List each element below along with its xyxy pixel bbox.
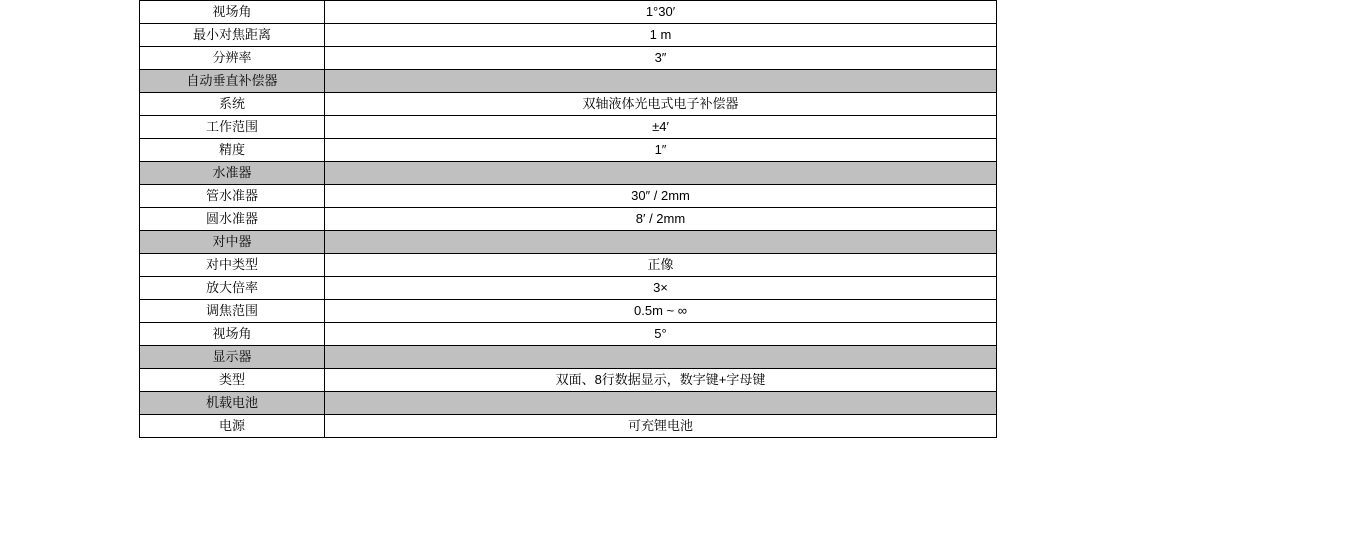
table-section-row — [140, 346, 997, 369]
table-row — [140, 47, 997, 70]
row-value: 8′ / 2mm — [325, 208, 997, 231]
row-label: 圆水准器 — [140, 208, 325, 231]
specification-table-body — [140, 1, 997, 438]
row-value: ±4′ — [325, 116, 997, 139]
table-row — [140, 277, 997, 300]
row-value: 1 m — [325, 24, 997, 47]
row-value: 5° — [325, 323, 997, 346]
row-value: 0.5m ~ ∞ — [325, 300, 997, 323]
row-value: 双轴液体光电式电子补偿器 — [325, 93, 997, 116]
table-section-row — [140, 70, 997, 93]
table-row — [140, 254, 997, 277]
table-section-row — [140, 392, 997, 415]
row-label: 对中类型 — [140, 254, 325, 277]
row-label: 电源 — [140, 415, 325, 438]
row-label: 工作范围 — [140, 116, 325, 139]
section-label: 对中器 — [140, 231, 325, 254]
table-row — [140, 24, 997, 47]
table-row — [140, 185, 997, 208]
row-value: 1″ — [325, 139, 997, 162]
table-row — [140, 208, 997, 231]
table-row — [140, 369, 997, 392]
table-section-row — [140, 231, 997, 254]
specification-table-container — [139, 0, 996, 438]
row-value: 双面、8行数据显示，数字键+字母键 — [325, 369, 997, 392]
section-label: 显示器 — [140, 346, 325, 369]
table-row — [140, 116, 997, 139]
row-label: 视场角 — [140, 1, 325, 24]
section-filler — [325, 162, 997, 185]
row-label: 调焦范围 — [140, 300, 325, 323]
table-row — [140, 415, 997, 438]
table-row — [140, 300, 997, 323]
section-filler — [325, 231, 997, 254]
specification-table — [139, 0, 997, 438]
section-filler — [325, 346, 997, 369]
row-value: 3× — [325, 277, 997, 300]
row-label: 最小对焦距离 — [140, 24, 325, 47]
row-value: 30″ / 2mm — [325, 185, 997, 208]
section-label: 自动垂直补偿器 — [140, 70, 325, 93]
row-value: 1°30′ — [325, 1, 997, 24]
row-value: 正像 — [325, 254, 997, 277]
row-label: 分辨率 — [140, 47, 325, 70]
section-filler — [325, 70, 997, 93]
table-row — [140, 93, 997, 116]
table-section-row — [140, 162, 997, 185]
row-label: 管水准器 — [140, 185, 325, 208]
row-value: 3″ — [325, 47, 997, 70]
section-label: 机载电池 — [140, 392, 325, 415]
section-label: 水准器 — [140, 162, 325, 185]
row-label: 放大倍率 — [140, 277, 325, 300]
row-label: 类型 — [140, 369, 325, 392]
table-row — [140, 1, 997, 24]
table-row — [140, 323, 997, 346]
row-label: 精度 — [140, 139, 325, 162]
row-value: 可充锂电池 — [325, 415, 997, 438]
row-label: 系统 — [140, 93, 325, 116]
table-row — [140, 139, 997, 162]
row-label: 视场角 — [140, 323, 325, 346]
section-filler — [325, 392, 997, 415]
